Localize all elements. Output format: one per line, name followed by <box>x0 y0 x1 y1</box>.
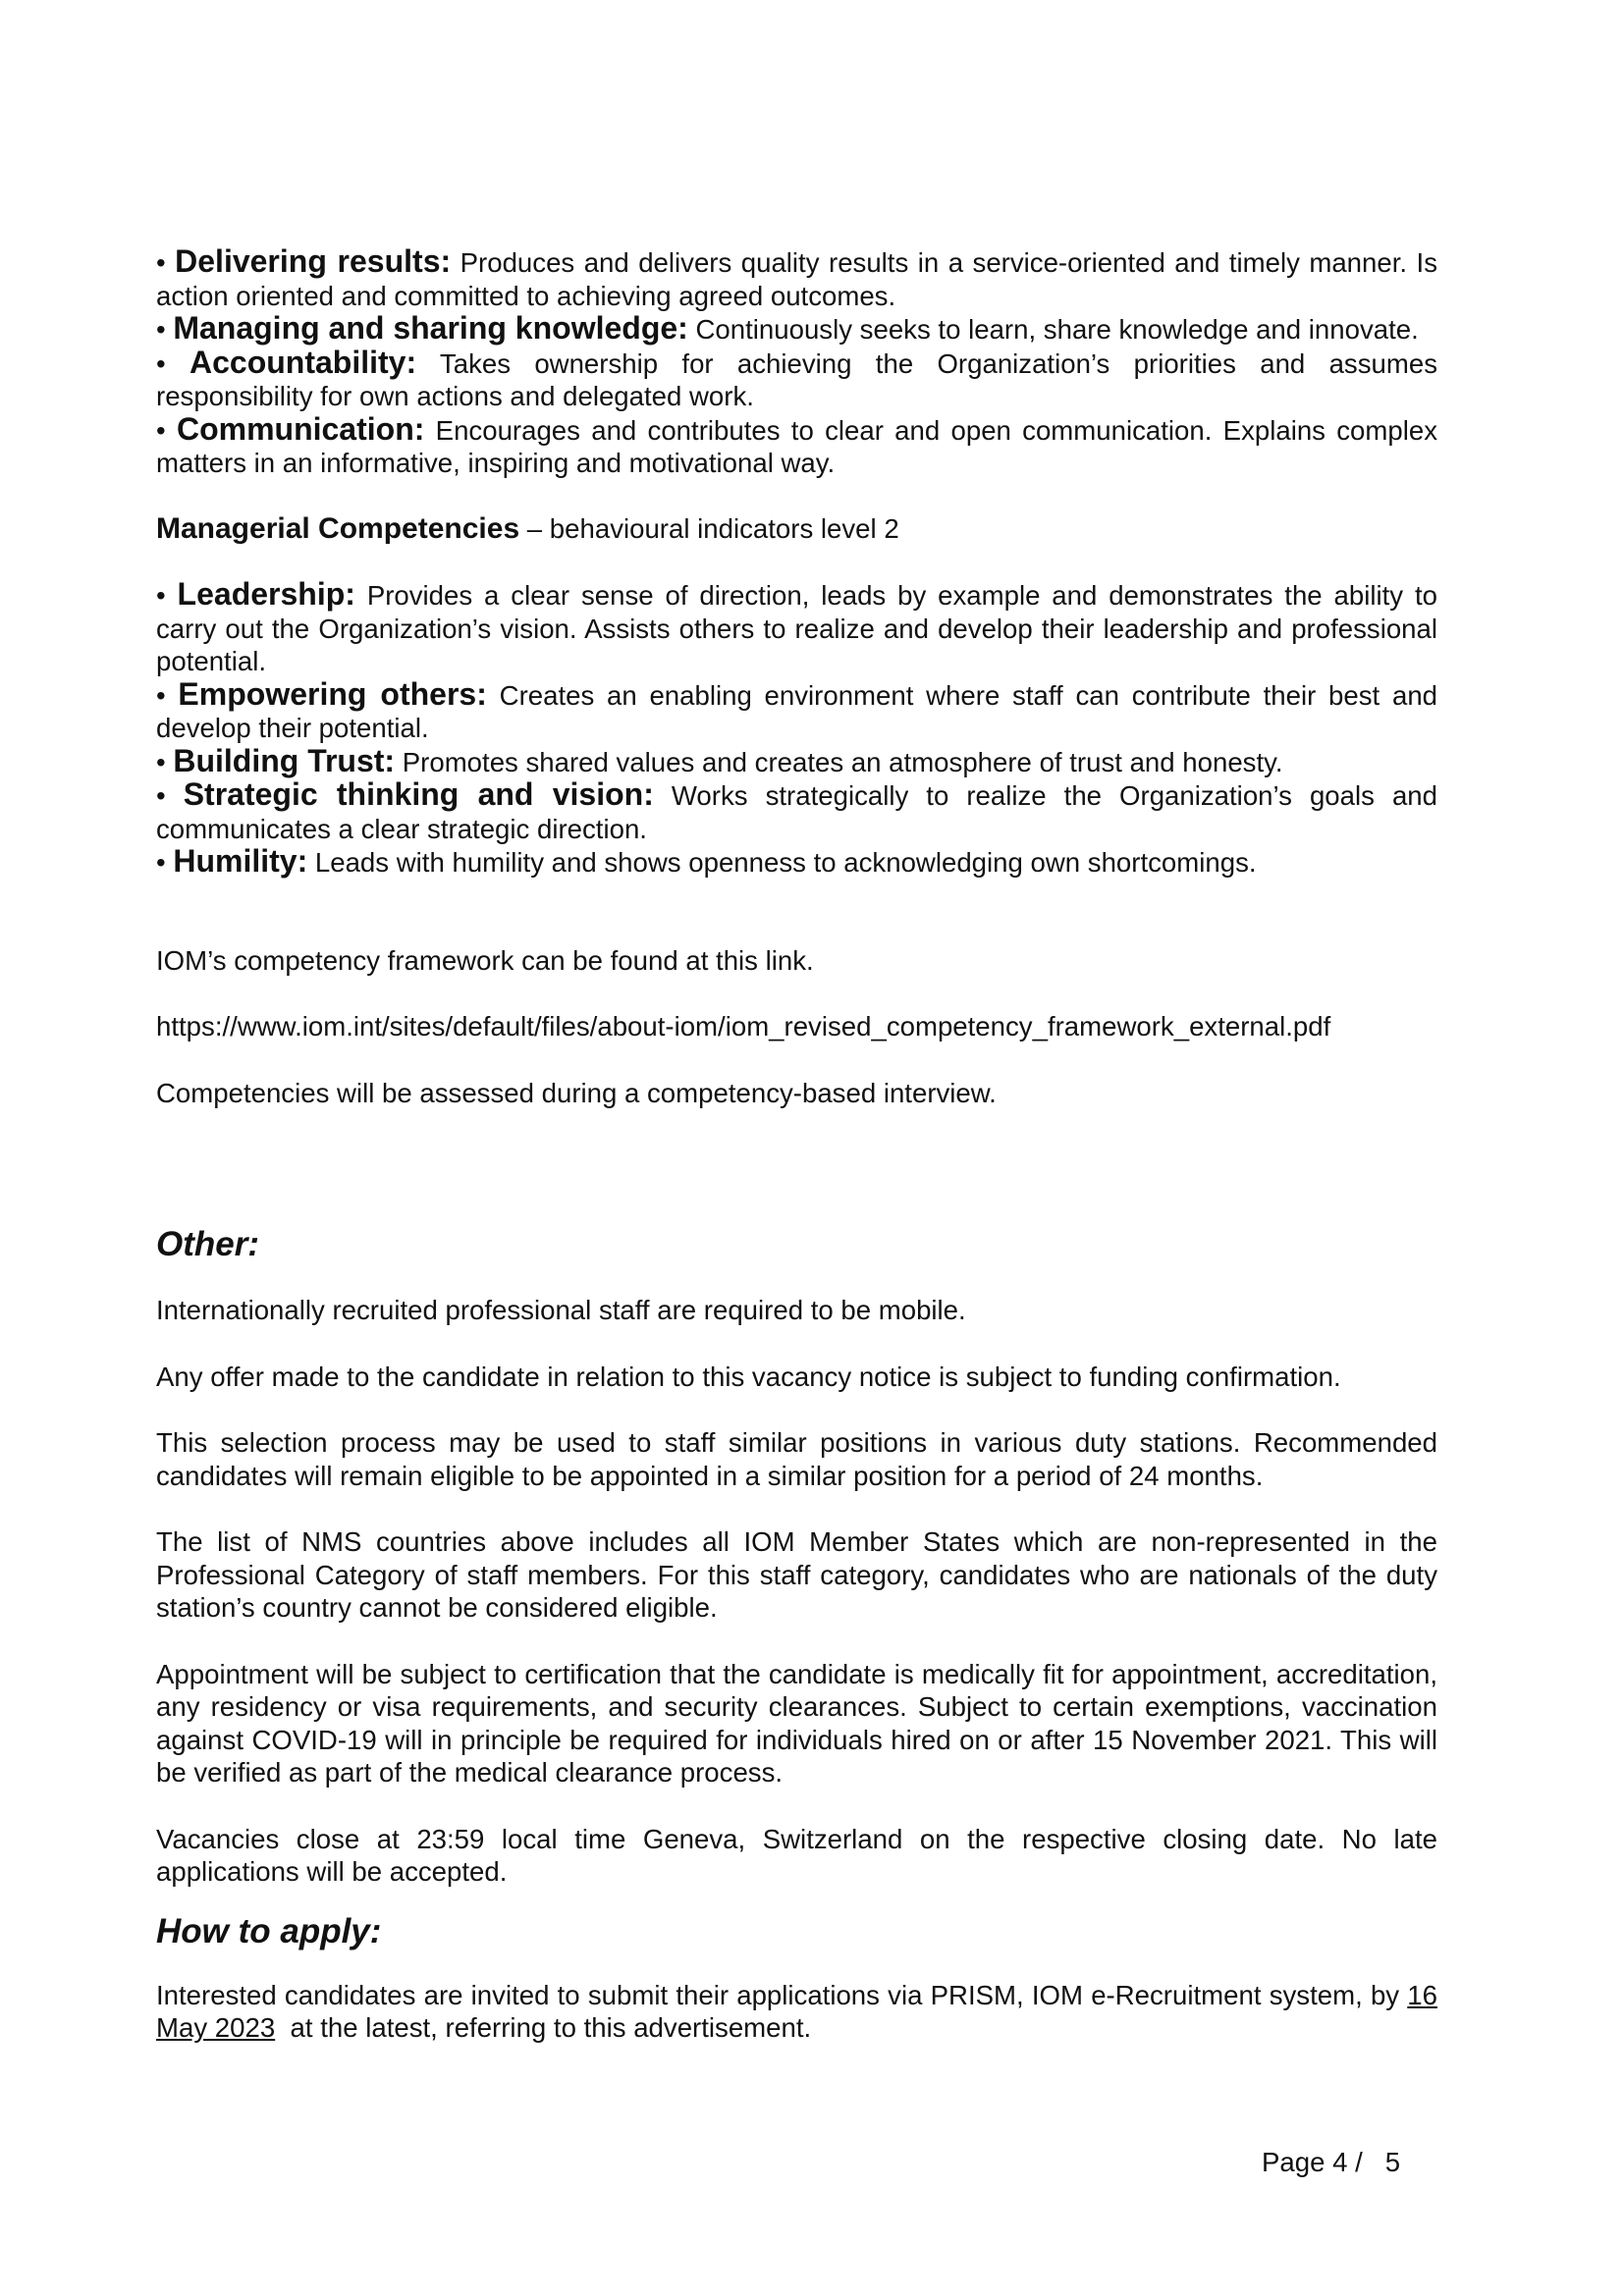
other-paragraph: Internationally recruited professional staff are required to be mobile. <box>156 1295 966 1325</box>
competency-term: Empowering others: <box>178 675 487 712</box>
list-item: • Leadership: Provides a clear sense of direction, leads by example and demonstrates the ability to carry out the Organization’s vision. Assists others to realize and develop their leadership and professional potential. <box>156 576 1437 676</box>
framework-intro: IOM’s competency framework can be found at this link. <box>156 944 814 976</box>
competency-description: Produces and delivers quality results in a service-oriented and timely manner. Is action oriented and committed to achieving agreed outcomes. <box>156 247 1437 311</box>
managerial-competencies-heading <box>156 512 1437 546</box>
competency-term: Leadership: <box>177 576 355 612</box>
list-item: • Humility: Leads with humility and shows openness to acknowledging own shortcomings. <box>156 843 1257 879</box>
other-paragraph: Appointment will be subject to certification that the candidate is medically fit for appointment, accreditation, any residency or visa requirements, and security clearances. Subject to certain exemptions, vaccination against COVID-19 will in principle be required for individuals hired on or after 15 November 2021. This will be verified as part of the medical clearance process. <box>156 1658 1437 1788</box>
other-section-title: Other: <box>156 1225 259 1263</box>
other-paragraph: Vacancies close at 23:59 local time Geneva, Switzerland on the respective closing date. No late applications will be accepted. <box>156 1823 1437 1887</box>
apply-paragraph <box>156 1979 1437 2045</box>
competency-description: Continuously seeks to learn, share knowledge and innovate. <box>695 314 1419 345</box>
how-to-apply-title: How to apply: <box>156 1911 382 1950</box>
list-item: • Empowering others: Creates an enabling environment where staff can contribute their best and develop their potential. <box>156 675 1438 743</box>
competency-term: Managing and sharing knowledge: <box>173 310 688 346</box>
competency-description: Takes ownership for achieving the Organization’s priorities and assumes responsibility for own actions and delegated work. <box>156 347 1438 411</box>
other-paragraph: This selection process may be used to staff similar positions in various duty stations. Recommended candidates will remain eligible to be appointed in a similar position for a period of 24 months. <box>156 1427 1437 1491</box>
framework-link[interactable]: https://www.iom.int/sites/default/files/about-iom/iom_revised_competency_framework_external.pdf <box>156 1011 1331 1041</box>
competency-description: Provides a clear sense of direction, leads by example and demonstrates the ability to carry out the Organization’s vision. Assists others to realize and develop their leadership and professional potential. <box>156 580 1437 676</box>
other-paragraph: The list of NMS countries above includes all IOM Member States which are non-represented in the Professional Category of staff members. For this staff category, candidates who are nationals of the duty station’s country cannot be considered eligible. <box>156 1526 1437 1623</box>
apply-text-after: at the latest, referring to this advertisement. <box>275 2012 812 2043</box>
competency-term: Humility: <box>173 843 308 879</box>
competency-description: Leads with humility and shows openness to acknowledging own shortcomings. <box>314 847 1257 878</box>
list-item: • Communication: Encourages and contributes to clear and open communication. Explains complex matters in an informative, inspiring and motivational way. <box>156 410 1438 478</box>
competency-description: Promotes shared values and creates an atmosphere of trust and honesty. <box>402 746 1283 777</box>
managerial-competencies-list <box>156 578 1437 880</box>
competency-term: Strategic thinking and vision: <box>183 776 654 812</box>
competency-term: Delivering results: <box>175 243 452 279</box>
assessment-note: Competencies will be assessed during a competency-based interview. <box>156 1077 997 1108</box>
competency-description: Creates an enabling environment where staff can contribute their best and develop their potential. <box>156 679 1438 743</box>
competency-term: Building Trust: <box>173 742 396 778</box>
apply-text-before: Interested candidates are invited to submit their applications via PRISM, IOM e-Recruitment system, by <box>156 1979 1408 2010</box>
competency-description: Works strategically to realize the Organization’s goals and communicates a clear strategic direction. <box>156 780 1438 844</box>
list-item: • Building Trust: Promotes shared values and creates an atmosphere of trust and honesty. <box>156 742 1283 778</box>
document-page <box>156 245 1437 2045</box>
page-number: Page 4 / 5 <box>1262 2147 1401 2177</box>
heading-bold: Managerial Competencies <box>156 511 520 545</box>
closing-date: 16 May 2023 <box>156 1979 1437 2043</box>
list-item: • Managing and sharing knowledge: Continuously seeks to learn, share knowledge and innovate. <box>156 310 1419 346</box>
competency-term: Accountability: <box>189 344 417 380</box>
heading-rest: – behavioural indicators level 2 <box>519 512 899 544</box>
competency-term: Communication: <box>176 410 425 447</box>
list-item: • Accountability: Takes ownership for achieving the Organization’s priorities and assumes responsibility for own actions and delegated work. <box>156 344 1438 411</box>
list-item: • Strategic thinking and vision: Works strategically to realize the Organization’s goals and communicates a clear strategic direction. <box>156 776 1438 844</box>
core-competencies-list <box>156 245 1437 480</box>
other-paragraph: Any offer made to the candidate in relation to this vacancy notice is subject to funding confirmation. <box>156 1361 1341 1392</box>
list-item: • Delivering results: Produces and delivers quality results in a service-oriented and timely manner. Is action oriented and committed to achieving agreed outcomes. <box>156 243 1437 311</box>
competency-description: Encourages and contributes to clear and open communication. Explains complex matters in an informative, inspiring and motivational way. <box>156 414 1438 478</box>
